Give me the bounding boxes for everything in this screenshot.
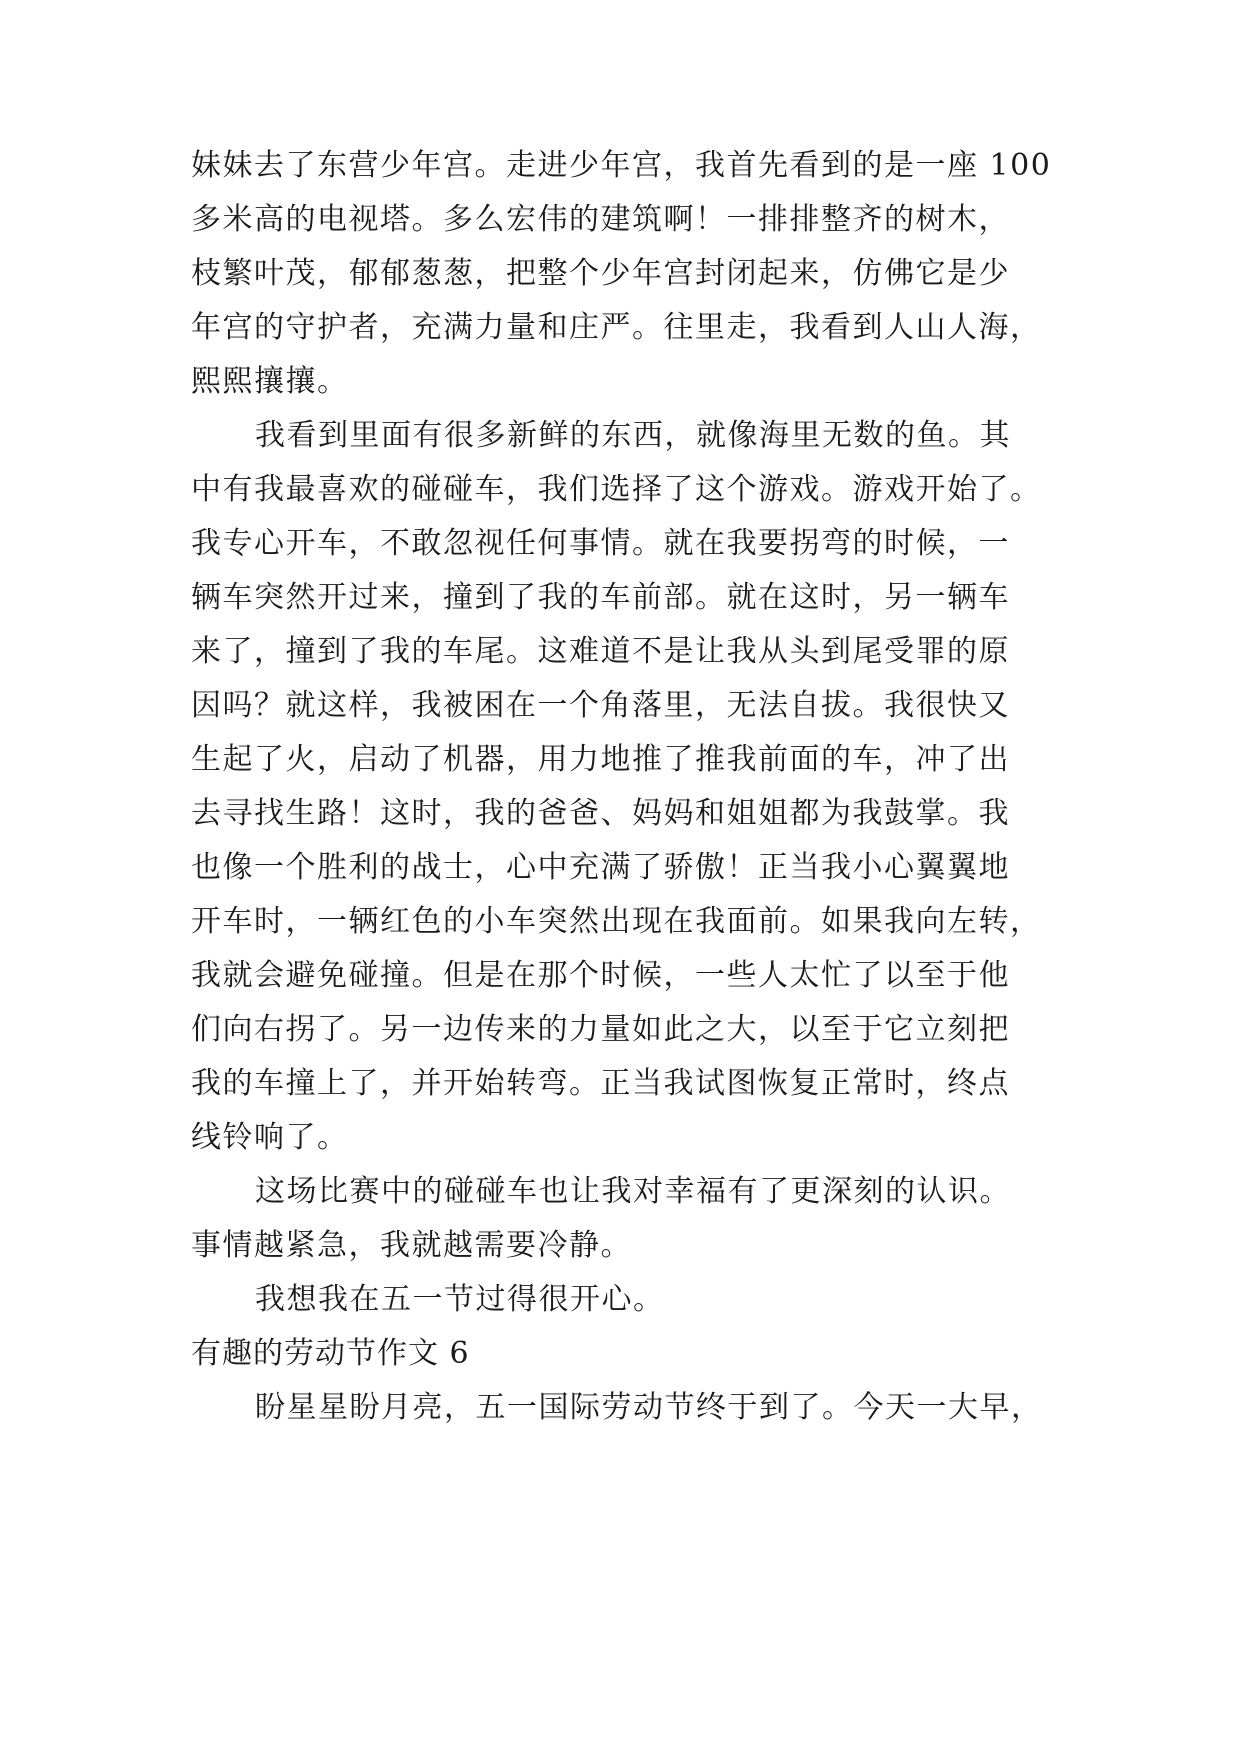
paragraph-line: 来了，撞到了我的车尾。这难道不是让我从头到尾受罪的原 xyxy=(191,634,1010,669)
paragraph-line: 去寻找生路！这时，我的爸爸、妈妈和姐姐都为我鼓掌。我 xyxy=(191,796,1010,831)
paragraph-line: 这场比赛中的碰碰车也让我对幸福有了更深刻的认识。 xyxy=(255,1174,1011,1209)
paragraph-line: 妹妹去了东营少年宫。走进少年宫，我首先看到的是一座 100 xyxy=(191,148,1052,183)
paragraph-line: 线铃响了。 xyxy=(191,1120,349,1155)
paragraph-line: 枝繁叶茂，郁郁葱葱，把整个少年宫封闭起来，仿佛它是少 xyxy=(191,256,1010,291)
paragraph-line: 生起了火，启动了机器，用力地推了推我前面的车，冲了出 xyxy=(191,742,1010,777)
paragraph-line: 熙熙攘攘。 xyxy=(191,364,349,399)
paragraph-line: 辆车突然开过来，撞到了我的车前部。就在这时，另一辆车 xyxy=(191,580,1010,615)
paragraph-line: 年宫的守护者，充满力量和庄严。往里走，我看到人山人海， xyxy=(191,310,1042,345)
paragraph-line: 事情越紧急，我就越需要冷静。 xyxy=(191,1228,632,1263)
paragraph-line: 盼星星盼月亮，五一国际劳动节终于到了。今天一大早， xyxy=(255,1390,1043,1425)
paragraph-line: 我想我在五一节过得很开心。 xyxy=(255,1282,665,1317)
paragraph-line: 中有我最喜欢的碰碰车，我们选择了这个游戏。游戏开始了。 xyxy=(191,472,1042,507)
paragraph-line: 们向右拐了。另一边传来的力量如此之大，以至于它立刻把 xyxy=(191,1012,1010,1047)
paragraph-line: 也像一个胜利的战士，心中充满了骄傲！正当我小心翼翼地 xyxy=(191,850,1010,885)
section-heading: 有趣的劳动节作文 6 xyxy=(191,1336,470,1371)
paragraph-line: 我看到里面有很多新鲜的东西，就像海里无数的鱼。其 xyxy=(255,418,1011,453)
paragraph-line: 我的车撞上了，并开始转弯。正当我试图恢复正常时，终点 xyxy=(191,1066,1010,1101)
paragraph-line: 开车时，一辆红色的小车突然出现在我面前。如果我向左转， xyxy=(191,904,1042,939)
paragraph-line: 因吗？就这样，我被困在一个角落里，无法自拔。我很快又 xyxy=(191,688,1010,723)
paragraph-line: 我就会避免碰撞。但是在那个时候，一些人太忙了以至于他 xyxy=(191,958,1010,993)
paragraph-line: 我专心开车，不敢忽视任何事情。就在我要拐弯的时候，一 xyxy=(191,526,1010,561)
paragraph-line: 多米高的电视塔。多么宏伟的建筑啊！一排排整齐的树木， xyxy=(191,202,1010,237)
